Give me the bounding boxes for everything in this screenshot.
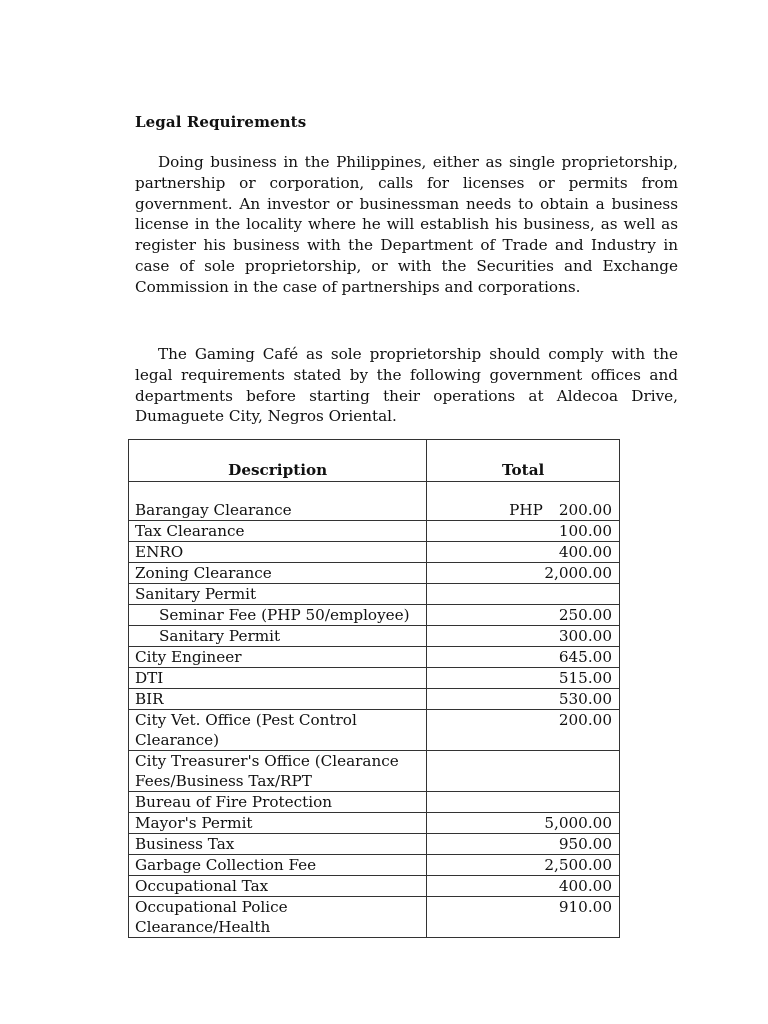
table-row <box>129 813 620 834</box>
row-description: Mayor's Permit <box>129 813 427 834</box>
table-row <box>129 668 620 689</box>
row-description: DTI <box>129 668 427 689</box>
row-description: City Treasurer's Office (Clearance Fees/Business Tax/RPT <box>129 751 427 792</box>
row-description: Occupational Police Clearance/Health <box>129 897 427 938</box>
table-row <box>129 897 620 938</box>
row-total: 950.00 <box>427 834 620 855</box>
compliance-paragraph: The Gaming Café as sole proprietorship should comply with the legal requirements stated by the following government offices and departments before starting their operations at Aldecoa Drive, Dumaguete City, Negros Oriental. <box>135 345 678 426</box>
row-description: Tax Clearance <box>129 521 427 542</box>
table-row <box>129 521 620 542</box>
fees-table <box>128 439 620 938</box>
table-row <box>129 626 620 647</box>
row-description: Zoning Clearance <box>129 563 427 584</box>
row-total <box>427 751 620 792</box>
row-description: Garbage Collection Fee <box>129 855 427 876</box>
table-row <box>129 751 620 792</box>
row-total: 910.00 <box>427 897 620 938</box>
row-description: Seminar Fee (PHP 50/employee) <box>129 605 427 626</box>
table-row <box>129 876 620 897</box>
total-column-header: Total <box>427 440 620 482</box>
row-description: Sanitary Permit <box>129 626 427 647</box>
row-total: 515.00 <box>427 668 620 689</box>
row-total <box>427 482 620 521</box>
row-total: 400.00 <box>427 876 620 897</box>
table-row <box>129 647 620 668</box>
row-amount: 200.00 <box>558 501 612 519</box>
row-description: BIR <box>129 689 427 710</box>
table-row <box>129 542 620 563</box>
row-description: Bureau of Fire Protection <box>129 792 427 813</box>
row-description: Occupational Tax <box>129 876 427 897</box>
table-row <box>129 834 620 855</box>
row-total: 100.00 <box>427 521 620 542</box>
row-total: 200.00 <box>427 710 620 751</box>
row-total: 5,000.00 <box>427 813 620 834</box>
section-heading: Legal Requirements <box>135 113 307 131</box>
row-total: 645.00 <box>427 647 620 668</box>
row-description: ENRO <box>129 542 427 563</box>
row-total: 400.00 <box>427 542 620 563</box>
row-description: Barangay Clearance <box>129 482 427 521</box>
table-row <box>129 605 620 626</box>
table-row <box>129 689 620 710</box>
table-row <box>129 710 620 751</box>
intro-paragraph: Doing business in the Philippines, either as single proprietorship, partnership or corporation, calls for licenses or permits from government. An investor or businessman needs to obtain a business license in the locality where he will establish his business, as well as register his business with the Department of Trade and Industry in case of sole proprietorship, or with the Securities and Exchange Commission in the case of partnerships and corporations. <box>135 153 678 296</box>
table-row <box>129 482 620 521</box>
row-total: 300.00 <box>427 626 620 647</box>
row-description: Business Tax <box>129 834 427 855</box>
row-total: 250.00 <box>427 605 620 626</box>
row-total: 2,000.00 <box>427 563 620 584</box>
currency-label: PHP <box>509 501 543 519</box>
row-total: 530.00 <box>427 689 620 710</box>
description-column-header: Description <box>129 440 427 482</box>
row-description: Sanitary Permit <box>129 584 427 605</box>
row-description: City Engineer <box>129 647 427 668</box>
table-row <box>129 792 620 813</box>
row-description: City Vet. Office (Pest Control Clearance) <box>129 710 427 751</box>
table-row <box>129 584 620 605</box>
row-total <box>427 584 620 605</box>
row-total <box>427 792 620 813</box>
row-total: 2,500.00 <box>427 855 620 876</box>
table-row <box>129 855 620 876</box>
table-header-row <box>129 440 620 482</box>
table-row <box>129 563 620 584</box>
